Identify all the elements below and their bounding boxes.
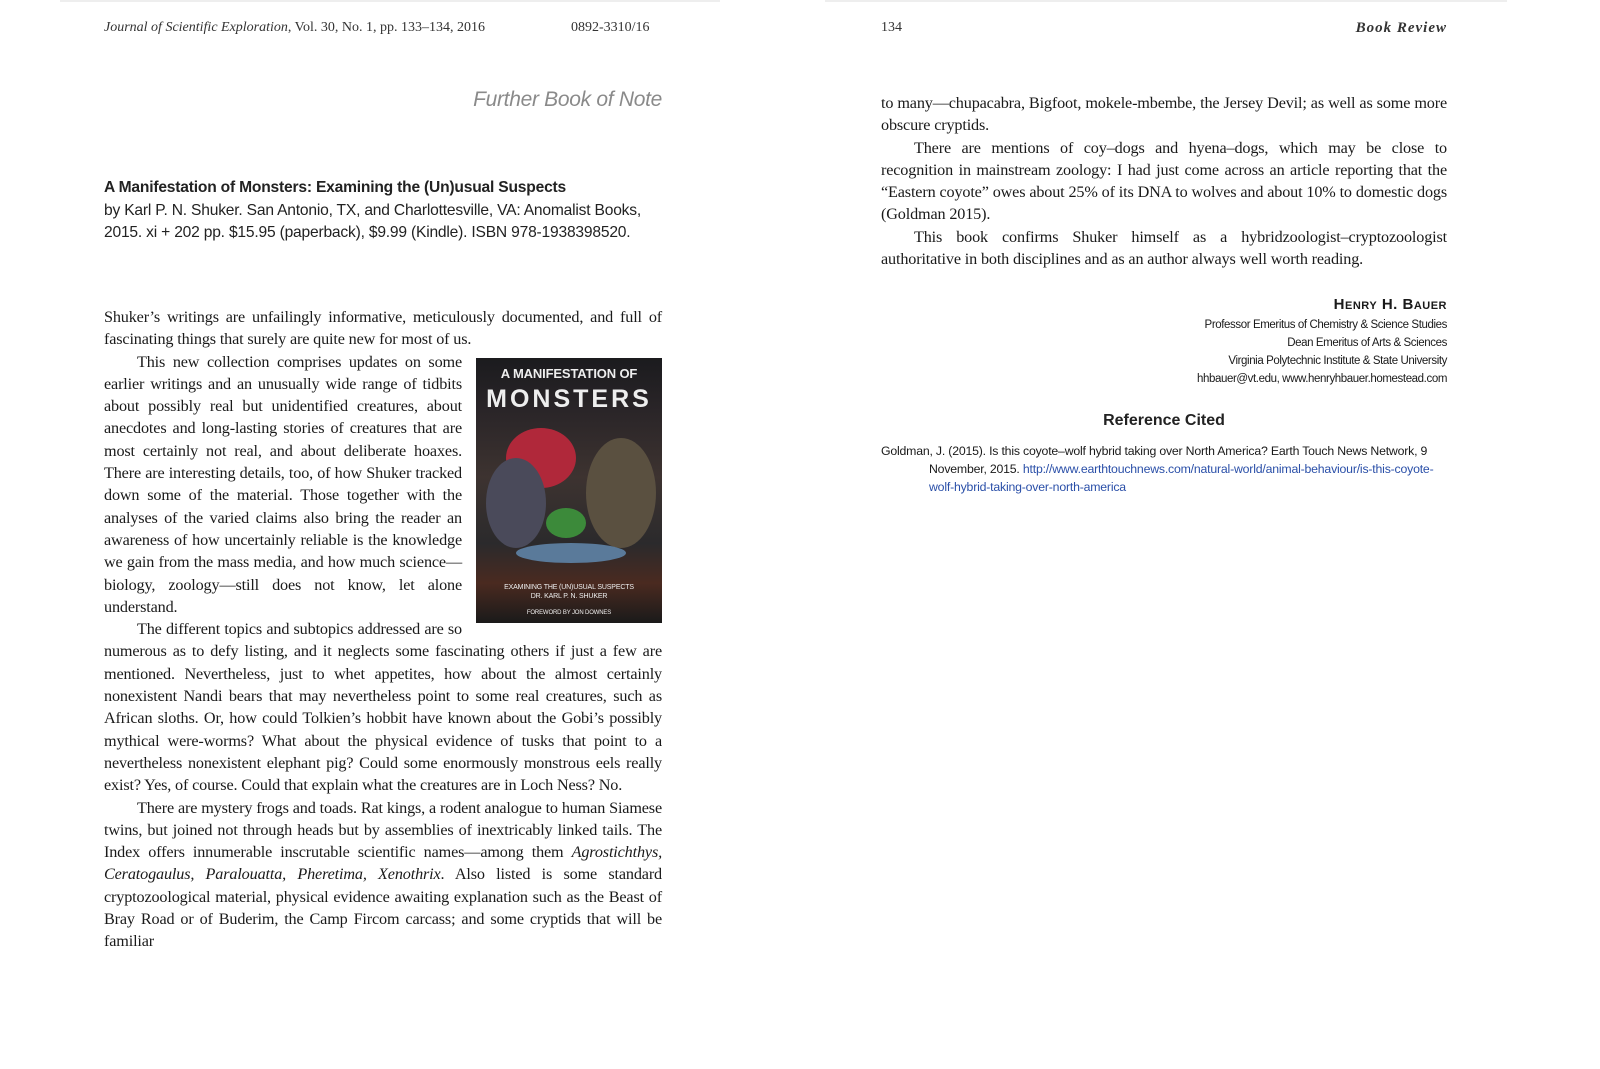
left-page bbox=[60, 0, 720, 1069]
running-title: Book Review bbox=[1355, 20, 1447, 36]
review-body bbox=[104, 306, 662, 953]
journal-citation: , Vol. 30, No. 1, pp. 133–134, 2016 bbox=[287, 20, 485, 35]
review-body-continued bbox=[881, 92, 1447, 270]
author-contact: hhbauer@vt.edu, www.henryhbauer.homestead.com bbox=[1196, 373, 1447, 386]
scientific-names: Agrostichthys, Ceratogaulus, Paralouatta, Pheretima, Xenothrix bbox=[104, 843, 662, 884]
reference-entry bbox=[881, 442, 1447, 496]
right-page bbox=[825, 0, 1507, 1069]
paragraph: This book confirms Shuker himself as a hybridzoologist–cryptozoologist authoritative in both disciplines and as an author always well worth reading. bbox=[881, 227, 1447, 269]
paragraph-text: This new collection comprises updates on some earlier writings and an unusually wide range of tidbits about possibly real but unidentified creatures, about anecdotes and long-lasting stories of creatures that are most certainly not real, and about deliberate hoaxes. There are interesting details, too, of how Shuker tracked down some of the material. Those together with the analyses of the varied claims also bring the reader an awareness of how uncertainly reliable is the knowledge we gain from the mass media, and how much science—biology, zoology—still does not know, let alone understand. bbox=[104, 352, 462, 616]
journal-name: Journal of Scientific Exploration bbox=[104, 20, 288, 35]
paragraph: to many—chupacabra, Bigfoot, mokele-mbembe, the Jersey Devil; as well as some more obscure cryptids. bbox=[881, 94, 1447, 135]
cover-subtitle-text: EXAMINING THE (UN)USUAL SUSPECTS bbox=[504, 583, 634, 591]
reference-link[interactable]: http://www.earthtouchnews.com/natural-world/animal-behaviour/is-this-coyote-wolf-hybrid-taking-over-north-america bbox=[929, 462, 1434, 495]
cover-title-line1: A MANIFESTATION OF bbox=[500, 365, 638, 381]
section-title: Further Book of Note bbox=[473, 88, 662, 111]
author-affiliation: Dean Emeritus of Arts & Sciences bbox=[1287, 337, 1447, 350]
cover-author: DR. KARL P. N. SHUKER bbox=[530, 592, 608, 600]
author-name: Henry H. Bauer bbox=[1333, 296, 1447, 314]
cover-title-line2: MONSTERS bbox=[486, 384, 652, 413]
right-page-content bbox=[881, 92, 1447, 496]
book-cover-image bbox=[476, 358, 662, 623]
author-signature bbox=[881, 296, 1447, 388]
paragraph-text: . Also listed is some standard cryptozoological material, physical evidence awaiting explanation such as the Beast of Bray Road or of Buderim, the Camp Fircom carcass; and some cryptids that will be familiar bbox=[104, 865, 662, 951]
references-heading: Reference Cited bbox=[1103, 412, 1225, 430]
paragraph bbox=[104, 351, 662, 619]
page-number: 134 bbox=[881, 20, 902, 35]
cover-foreword: FOREWORD BY JON DOWNES bbox=[526, 609, 612, 616]
paragraph: The different topics and subtopics addressed are so numerous as to defy listing, and it neglects some fascinating others if just a few are mentioned. Nevertheless, just to whet appetites, how about the almost certainly nonexistent Nandi bears that may nevertheless point to some real creatures, such as African sloths. Or, how could Tolkien’s hobbit have known about the Gobi’s possibly mythical were-worms? What about the physical evidence of tusks that point to a nevertheless nonexistent elephant pig? Could some enormously monstrous eels really exist? Yes, of course. Could that explain what the creatures are in Loch Ness? No. bbox=[104, 620, 662, 795]
book-title: A Manifestation of Monsters: Examining the (Un)usual Suspects bbox=[104, 179, 567, 196]
book-details: by Karl P. N. Shuker. San Antonio, TX, and Charlottesville, VA: Anomalist Books, 2015. xi + 202 pp. $15.95 (paperback), $9.99 (Kindle). ISBN 978-1938398520. bbox=[104, 201, 642, 241]
paragraph: Shuker’s writings are unfailingly informative, meticulously documented, and full of fascinating things that surely are quite new for most of us. bbox=[104, 308, 662, 349]
paragraph: There are mentions of coy–dogs and hyena–dogs, which may be close to recognition in mainstream zoology: I had just come across an article reporting that the “Eastern coyote” owes about 25% of its DNA to wolves and about 10% to domestic dogs (Goldman 2015). bbox=[881, 138, 1447, 224]
paragraph bbox=[104, 797, 662, 953]
reference-text: Goldman, J. (2015). Is this coyote–wolf hybrid taking over North America? Earth Touch News Network, 9 November, 2015. bbox=[881, 444, 1428, 477]
paragraph-text: There are mystery frogs and toads. Rat kings, a rodent analogue to human Siamese twins, but joined not through heads but by assemblies of inextricably linked tails. The Index offers innumerable inscrutable scientific names—among them bbox=[104, 798, 662, 862]
running-head bbox=[104, 20, 485, 36]
author-affiliation: Virginia Polytechnic Institute & State University bbox=[1228, 355, 1447, 368]
author-affiliation: Professor Emeritus of Chemistry & Science Studies bbox=[1204, 319, 1447, 332]
book-info bbox=[104, 177, 662, 245]
issn: 0892-3310/16 bbox=[571, 20, 650, 35]
cover-subtitle bbox=[476, 583, 662, 601]
